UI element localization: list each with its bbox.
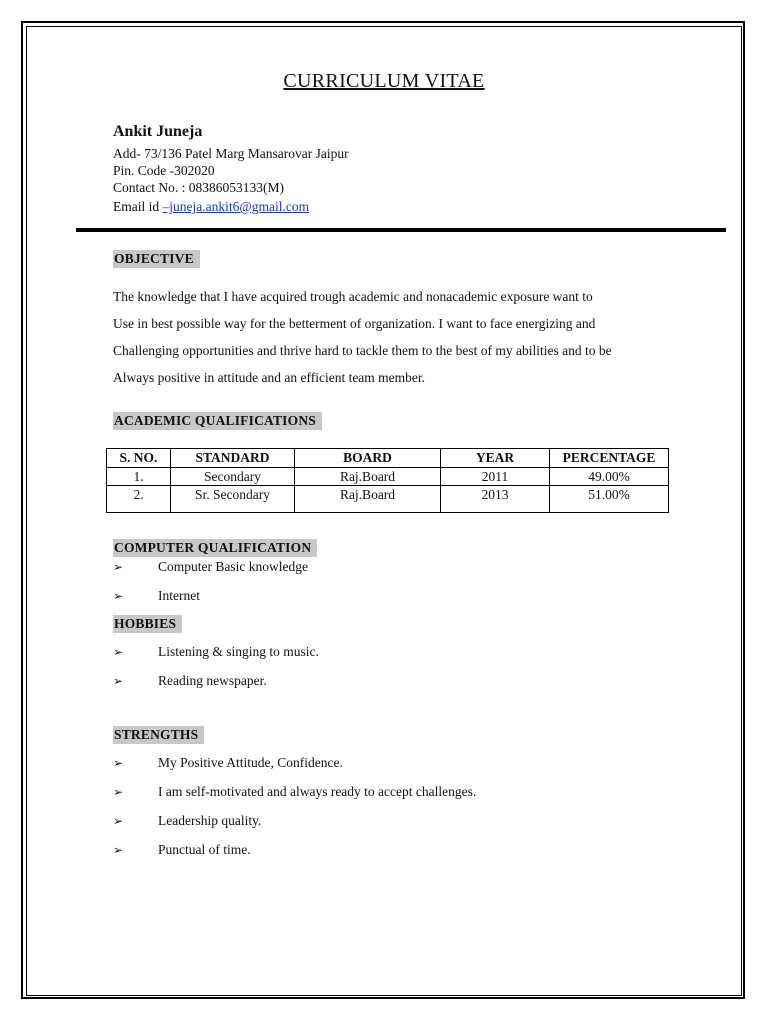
list-item-text: I am self-motivated and always ready to accept challenges.	[158, 784, 477, 799]
list-item-text: Internet	[158, 588, 200, 603]
table-cell: Raj.Board	[295, 486, 441, 513]
list-item-text: Computer Basic knowledge	[158, 559, 308, 574]
table-header-row	[107, 449, 669, 468]
list-item	[113, 673, 267, 689]
list-item	[113, 784, 476, 800]
email-link[interactable]: –juneja.ankit6@gmail.com	[162, 199, 310, 214]
list-item-text: Listening & singing to music.	[158, 644, 319, 659]
contact-number-line: Contact No. : 08386053133(M)	[113, 180, 284, 195]
arrow-bullet-icon: ➢	[113, 560, 124, 574]
table-cell: 1.	[107, 468, 171, 486]
table-cell: Secondary	[171, 468, 295, 486]
pin-code-line: Pin. Code -302020	[113, 163, 215, 178]
list-item	[113, 588, 200, 604]
objective-line: Use in best possible way for the betterment of organization. I want to face energizing and	[113, 316, 596, 331]
column-header: S. NO.	[107, 449, 171, 468]
table-cell: Sr. Secondary	[171, 486, 295, 513]
table-cell: 2.	[107, 486, 171, 513]
table-row	[107, 468, 669, 486]
column-header: YEAR	[441, 449, 550, 468]
arrow-bullet-icon: ➢	[113, 645, 124, 659]
arrow-bullet-icon: ➢	[113, 674, 124, 688]
table-cell: 49.00%	[550, 468, 669, 486]
header-divider	[76, 228, 726, 232]
table-cell: Raj.Board	[295, 468, 441, 486]
academic-heading: ACADEMIC QUALIFICATIONS	[113, 412, 322, 430]
list-item-text: Reading newspaper.	[158, 673, 267, 688]
hobbies-heading: HOBBIES	[113, 615, 182, 633]
address-line: Add- 73/136 Patel Marg Mansarovar Jaipur	[113, 146, 349, 161]
arrow-bullet-icon: ➢	[113, 756, 124, 770]
email-line	[113, 199, 309, 215]
computer-qualification-heading: COMPUTER QUALIFICATION	[113, 539, 317, 557]
objective-line: Challenging opportunities and thrive hard to tackle them to the best of my abilities and to be	[113, 343, 612, 358]
table-row	[107, 486, 669, 513]
objective-heading: OBJECTIVE	[113, 250, 200, 268]
email-label: Email id	[113, 199, 163, 214]
arrow-bullet-icon: ➢	[113, 843, 124, 857]
column-header: PERCENTAGE	[550, 449, 669, 468]
list-item	[113, 644, 319, 660]
arrow-bullet-icon: ➢	[113, 589, 124, 603]
list-item	[113, 755, 343, 771]
page-title: CURRICULUM VITAE	[283, 70, 485, 92]
arrow-bullet-icon: ➢	[113, 814, 124, 828]
column-header: STANDARD	[171, 449, 295, 468]
list-item-text: Punctual of time.	[158, 842, 251, 857]
table-cell: 2011	[441, 468, 550, 486]
academic-table	[106, 448, 669, 513]
list-item	[113, 842, 251, 858]
list-item-text: My Positive Attitude, Confidence.	[158, 755, 343, 770]
list-item	[113, 559, 308, 575]
list-item	[113, 813, 261, 829]
objective-line: Always positive in attitude and an efficient team member.	[113, 370, 426, 385]
list-item-text: Leadership quality.	[158, 813, 262, 828]
table-cell: 2013	[441, 486, 550, 513]
candidate-name: Ankit Juneja	[113, 123, 203, 140]
objective-line: The knowledge that I have acquired trough academic and nonacademic exposure want to	[113, 289, 593, 304]
arrow-bullet-icon: ➢	[113, 785, 124, 799]
column-header: BOARD	[295, 449, 441, 468]
table-cell: 51.00%	[550, 486, 669, 513]
strengths-heading: STRENGTHS	[113, 726, 204, 744]
